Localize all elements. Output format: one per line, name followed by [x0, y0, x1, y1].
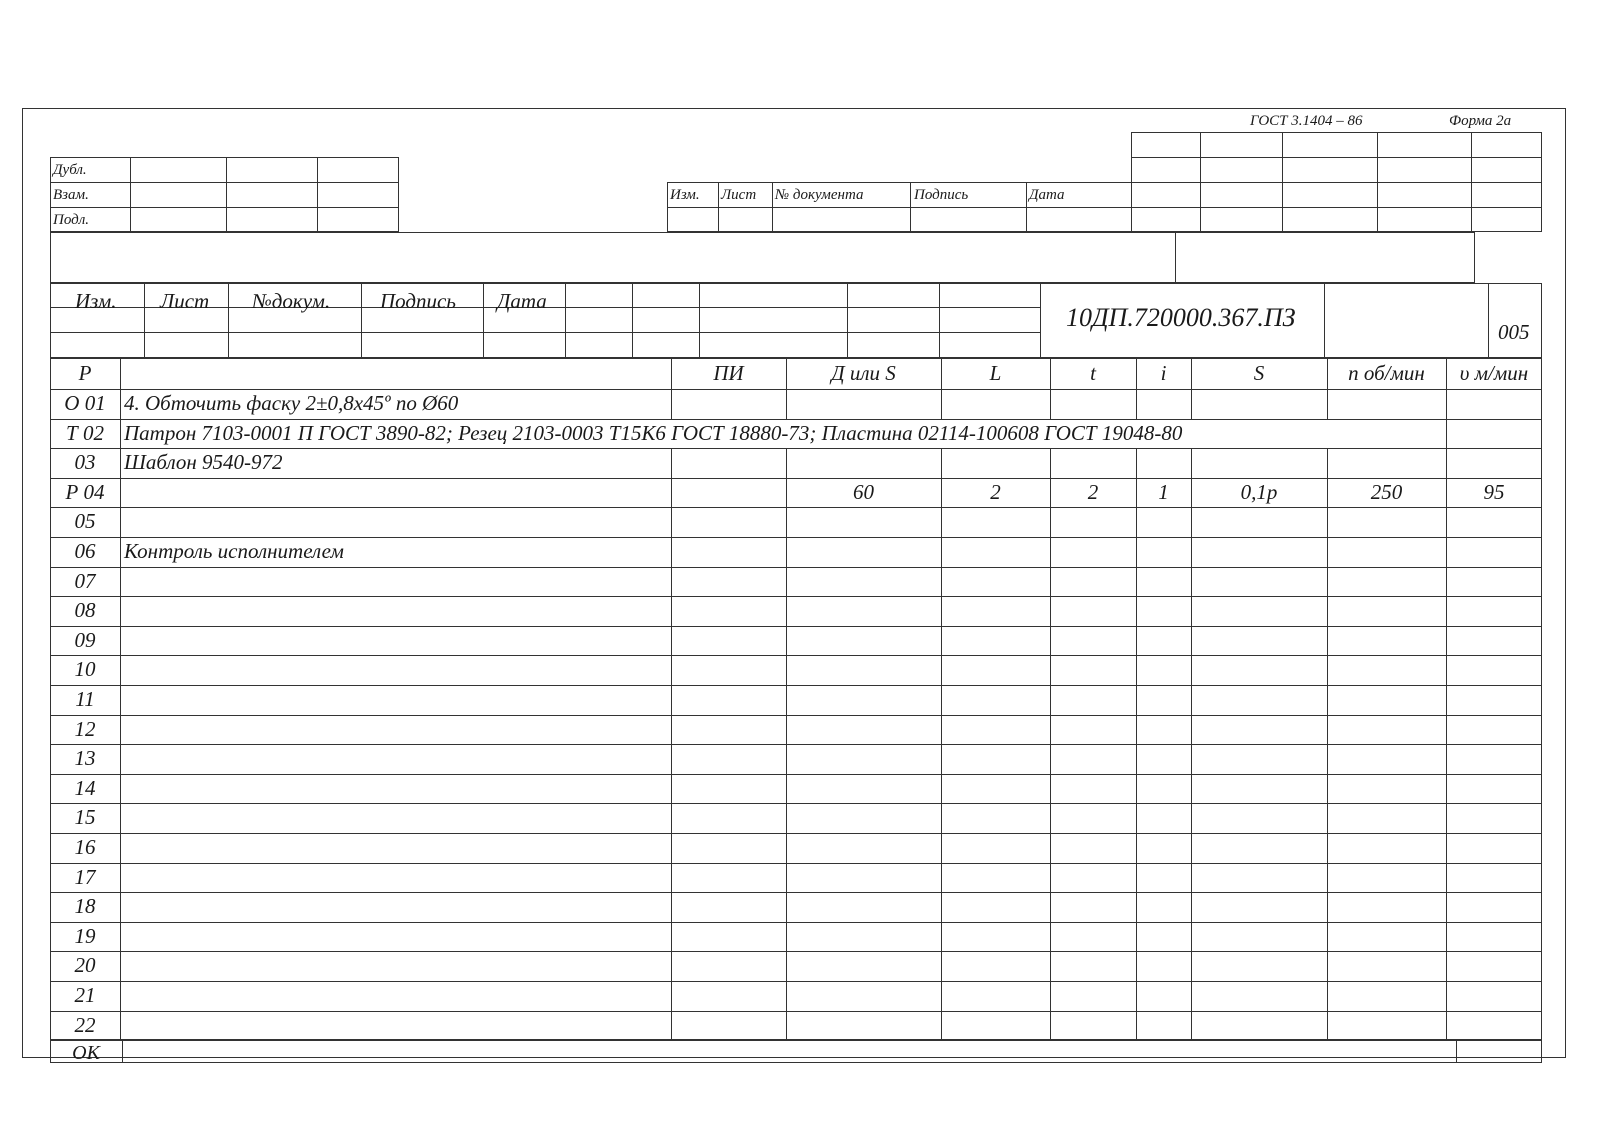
document-code: 10ДП.720000.367.ПЗ [1066, 303, 1296, 332]
table-header-cell: S [1253, 361, 1265, 385]
row-number: 13 [74, 746, 96, 771]
footer-divider [1456, 1040, 1457, 1063]
row-number: 15 [74, 805, 96, 830]
table-column-divider [671, 448, 672, 1040]
table-column-divider [1136, 448, 1137, 1040]
table-row-divider [50, 596, 1542, 597]
table-row-divider [50, 803, 1542, 804]
row-value: 250 [1370, 479, 1403, 504]
row-number: 10 [74, 657, 96, 682]
row-number: 11 [75, 687, 95, 711]
table-column-divider [1327, 448, 1328, 1040]
table-header-cell: ПИ [713, 361, 744, 385]
table-row-divider [50, 892, 1542, 893]
table-header-cell: L [989, 361, 1002, 385]
change-doc-label: № документа [775, 187, 864, 203]
table-row-divider [50, 863, 1542, 864]
row-number: Р 04 [65, 479, 105, 504]
row-value: 60 [853, 479, 874, 504]
row-number: 22 [74, 1012, 96, 1037]
table-row-divider [50, 478, 1542, 479]
table-column-divider [1191, 448, 1192, 1040]
change-izm-label: Изм. [670, 187, 700, 203]
table-row-divider [50, 981, 1542, 982]
form-label: Форма 2а [1449, 113, 1512, 129]
row-number: 09 [74, 627, 96, 652]
row-value: 2 [990, 479, 1001, 504]
row-number: 08 [74, 598, 96, 623]
title-date-label: Дата [497, 289, 547, 313]
row-number: 05 [74, 509, 96, 534]
title-doc-label: №докум. [252, 289, 331, 313]
table-row-divider [50, 744, 1542, 745]
table-row-divider [50, 1011, 1542, 1012]
row-number: 21 [74, 983, 96, 1007]
table-row-divider [50, 507, 1542, 508]
table-column-divider [786, 448, 787, 1040]
table-row-divider [50, 626, 1542, 627]
row-number: О 01 [64, 391, 106, 415]
row-number: 03 [74, 450, 96, 475]
footer-ok-label: ОК [72, 1042, 100, 1065]
table-header-cell: t [1090, 361, 1096, 385]
gost-label: ГОСТ 3.1404 – 86 [1250, 113, 1363, 129]
table-row-divider [50, 419, 1542, 420]
table-row-divider [50, 567, 1542, 568]
table-row-divider [50, 655, 1542, 656]
row-number: 12 [74, 716, 96, 741]
table-column-divider [1050, 448, 1051, 1040]
row-text: Шаблон 9540-972 [124, 450, 283, 475]
table-header-cell: Д или S [831, 361, 896, 385]
row-value: 95 [1483, 479, 1505, 504]
row-value: 0,1р [1240, 479, 1278, 504]
row-number: 20 [74, 953, 96, 978]
title-list-label: Лист [160, 289, 210, 313]
row-value: 2 [1087, 479, 1099, 504]
footer-divider [122, 1040, 123, 1063]
row-number: 17 [74, 864, 96, 889]
table-header-cell: i [1160, 361, 1167, 385]
row-text: Контроль исполнителем [124, 539, 344, 563]
row-number: 07 [74, 568, 96, 593]
table-row-divider [50, 833, 1542, 834]
row-number: Т 02 [66, 420, 104, 445]
row-number: 19 [74, 923, 96, 948]
row-number: 18 [74, 894, 96, 919]
row-number: 14 [74, 775, 96, 800]
table-row-divider [50, 774, 1542, 775]
sheet-number: 005 [1498, 320, 1530, 344]
podl-label: Подл. [53, 212, 90, 228]
footer-row-border [50, 1040, 1542, 1063]
table-column-divider [1446, 358, 1447, 1040]
title-izm-label: Изм. [75, 289, 117, 313]
dubl-label: Дубл. [53, 162, 87, 178]
title-sign-label: Подпись [380, 289, 456, 313]
table-row-divider [50, 448, 1542, 449]
row-number: 16 [74, 835, 96, 859]
change-list-label: Лист [721, 187, 757, 203]
table-header-cell: n об/мин [1348, 361, 1425, 385]
row-value: 1 [1158, 479, 1169, 504]
table-column-divider [941, 448, 942, 1040]
table-row-divider [50, 922, 1542, 923]
vzam-label: Взам. [53, 187, 89, 203]
table-row-divider [50, 715, 1542, 716]
table-column-divider [120, 358, 121, 1040]
table-row-divider [50, 951, 1542, 952]
change-date-label: Дата [1029, 187, 1065, 203]
row-text: 4. Обточить фаску 2±0,8х45º по Ø60 [124, 391, 459, 415]
table-row-divider [50, 685, 1542, 686]
table-row-divider [50, 537, 1542, 538]
table-header-cell: Р [78, 361, 92, 385]
table-header-cell: υ м/мин [1459, 361, 1529, 385]
row-text: Патрон 7103-0001 П ГОСТ 3890-82; Резец 2103-0003 Т15К6 ГОСТ 18880-73; Пластина 02114-100608 ГОСТ 19048-80 [124, 420, 1183, 445]
row-number: 06 [74, 539, 96, 563]
change-sign-label: Подпись [914, 187, 969, 203]
table-header-divider [50, 389, 1542, 390]
